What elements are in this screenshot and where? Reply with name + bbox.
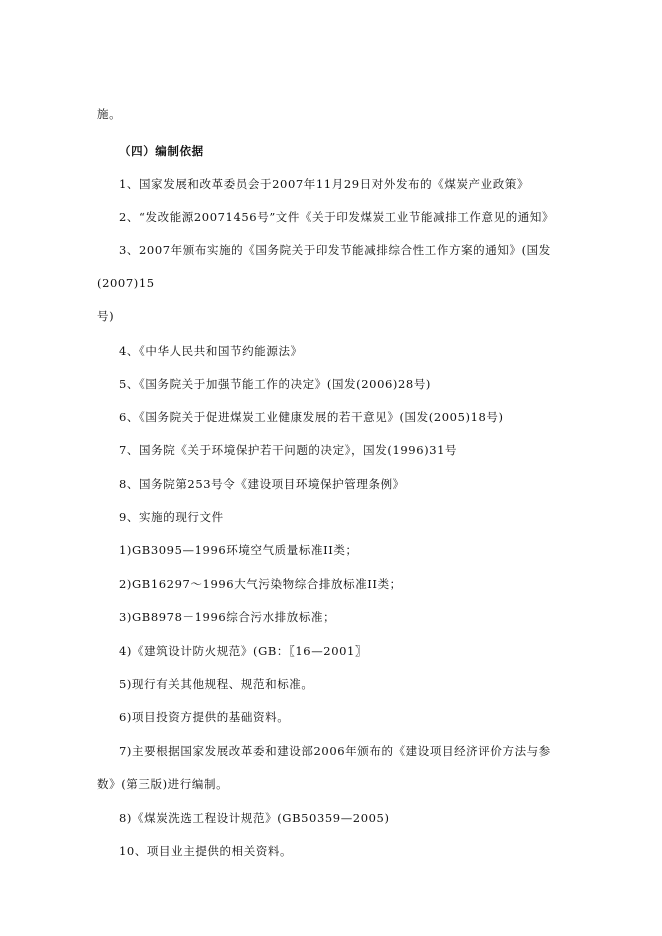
standard-item-3: 3)GB8978－1996综合污水排放标准；	[119, 610, 336, 624]
basis-item-3-end: 号)	[97, 309, 115, 323]
basis-item-2: 2、“发改能源20071456号”文件《关于印发煤炭工业节能减排工作意见的通知》	[119, 210, 555, 224]
basis-item-3: 3、2007年颁布实施的《国务院关于印发节能减排综合性工作方案的通知》(国发	[119, 243, 551, 257]
standard-item-6: 6)项目投资方提供的基础资料。	[119, 710, 290, 724]
text-line-continuation: 施。	[97, 107, 122, 121]
standard-item-1: 1)GB3095—1996环境空气质量标准II类；	[119, 543, 358, 557]
basis-item-8: 8、国务院第253号令《建设项目环境保护管理条例》	[119, 477, 405, 491]
standard-item-7-cont: 数》(第三版)进行编制。	[97, 777, 229, 791]
basis-item-3-cont: (2007)15	[97, 276, 155, 290]
basis-item-1: 1、国家发展和改革委员会于2007年11月29日对外发布的《煤炭产业政策》	[119, 177, 530, 191]
basis-item-4: 4、《中华人民共和国节约能源法》	[119, 344, 303, 358]
basis-item-6: 6、《国务院关于促进煤炭工业健康发展的若干意见》(国发(2005)18号)	[119, 410, 504, 424]
standard-item-2: 2)GB16297～1996大气污染物综合排放标准II类；	[119, 577, 402, 591]
standard-item-8: 8)《煤炭洗选工程设计规范》(GB50359—2005)	[119, 811, 390, 825]
standard-item-7: 7)主要根据国家发展改革委和建设部2006年颁布的《建设项目经济评价方法与参	[119, 744, 551, 758]
basis-item-10: 10、项目业主提供的相关资料。	[119, 844, 293, 858]
basis-item-5: 5、《国务院关于加强节能工作的决定》(国发(2006)28号)	[119, 377, 432, 391]
standard-item-4: 4)《建筑设计防火规范》(GB：〖16—2001〗	[119, 644, 368, 658]
standard-item-5: 5)现行有关其他规程、规范和标准。	[119, 677, 314, 691]
basis-item-7: 7、国务院《关于环境保护若干问题的决定》，国发(1996)31号	[119, 443, 458, 457]
basis-item-9: 9、实施的现行文件	[119, 510, 224, 524]
section-heading-basis: （四）编制依据	[119, 144, 204, 158]
